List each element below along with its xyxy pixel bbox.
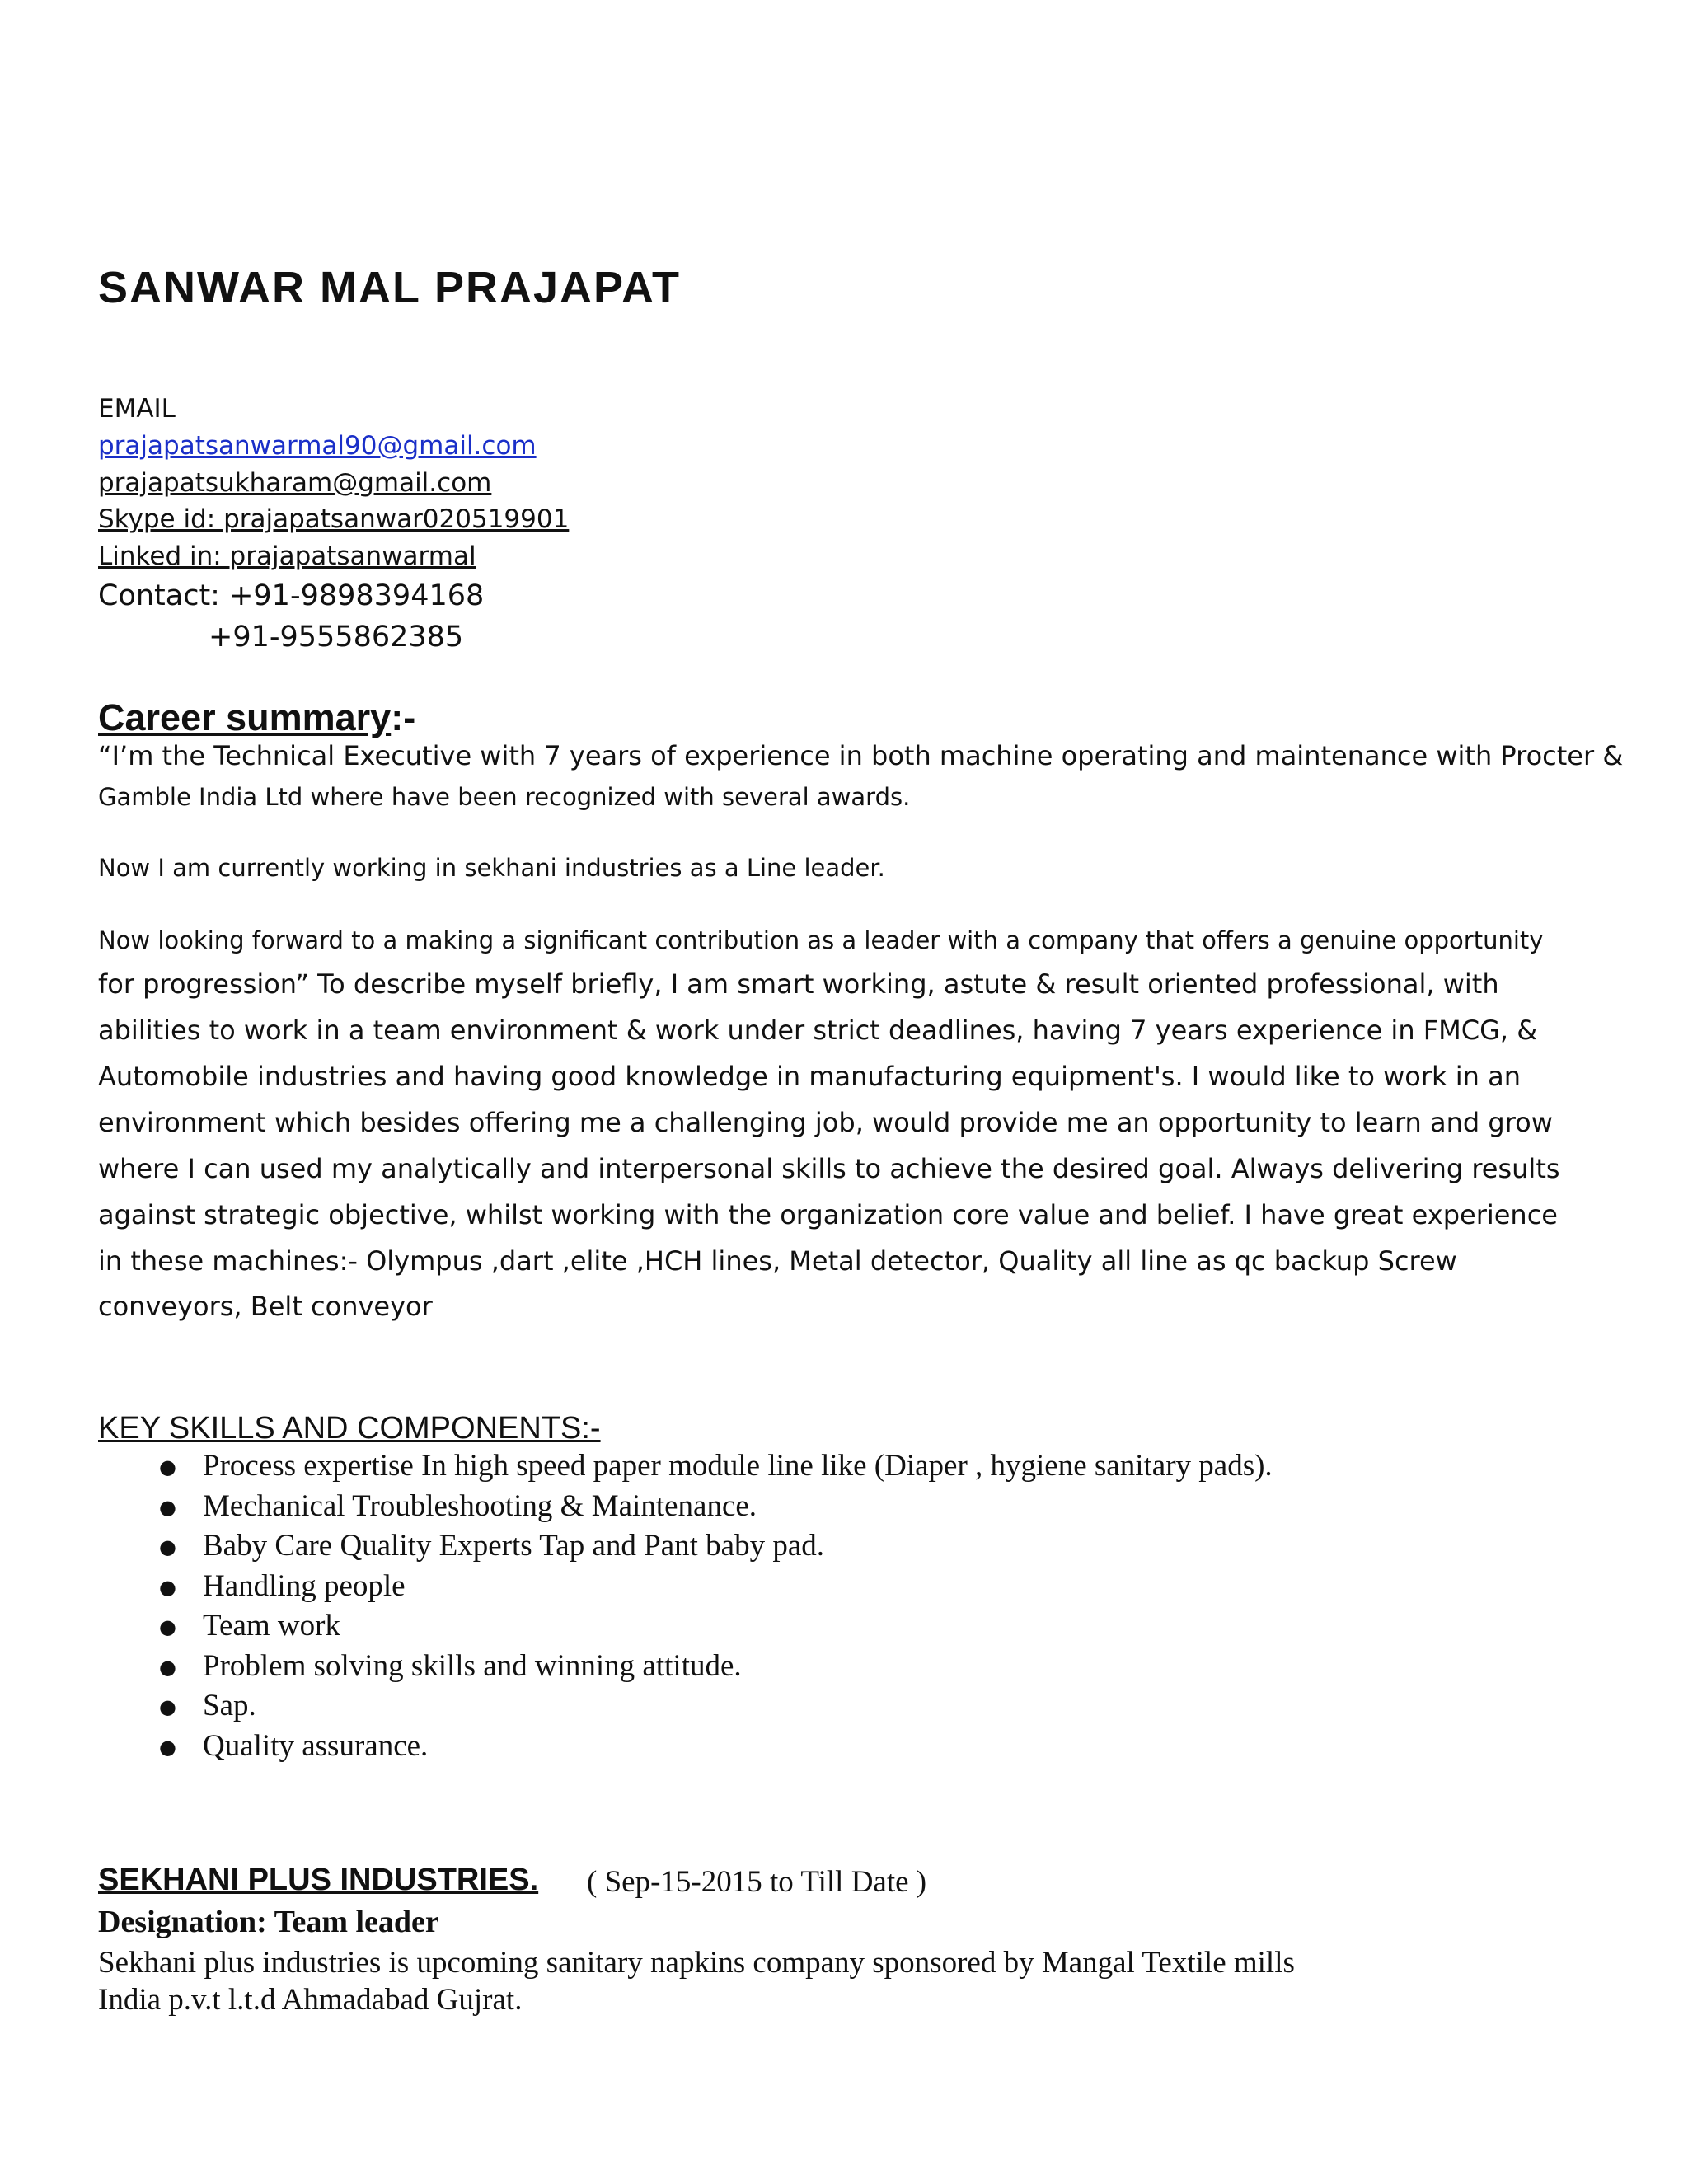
email-secondary: prajapatsukharam@gmail.com [98,468,492,498]
skill-text: Problem solving skills and winning attitude. [203,1649,742,1683]
career-line: Automobile industries and having good knowledge in manufacturing equipment's. I would like to work in an [98,1061,1521,1092]
email-primary-link[interactable]: prajapatsanwarmal90@gmail.com [98,431,537,461]
bullet-icon: ● [159,1615,176,1638]
company-description-line: India p.v.t l.t.d Ahmadabad Gujrat. [98,1983,523,2017]
career-line: against strategic objective, whilst working with the organization core value and belief. I have great experience [98,1199,1558,1230]
bullet-icon: ● [159,1455,176,1479]
bullet-icon: ● [159,1496,176,1519]
email-label: EMAIL [98,394,176,424]
bullet-icon: ● [159,1576,176,1599]
skill-text: Process expertise In high speed paper module line like (Diaper , hygiene sanitary pads). [203,1449,1273,1483]
skill-text: Handling people [203,1569,406,1603]
skill-text: Baby Care Quality Experts Tap and Pant baby pad. [203,1529,825,1563]
linkedin-id: Linked in: prajapatsanwarmal [98,541,476,571]
candidate-name: SANWAR MAL PRAJAPAT [98,263,682,312]
skype-id: Skype id: prajapatsanwar020519901 [98,504,570,534]
key-skills-heading: KEY SKILLS AND COMPONENTS:- [98,1411,601,1446]
skill-text: Mechanical Troubleshooting & Maintenance. [203,1489,757,1523]
skill-item [0,1648,1484,1688]
career-line: conveyors, Belt conveyor [98,1291,433,1322]
phone-secondary: +91-9555862385 [209,621,464,654]
skill-text: Quality assurance. [203,1729,429,1763]
bullet-icon: ● [159,1656,176,1679]
skill-item [0,1728,1484,1768]
skill-item [0,1448,1484,1488]
designation: Designation: Team leader [98,1905,439,1939]
employment-dates: ( Sep-15-2015 to Till Date ) [587,1865,927,1899]
phone-primary: Contact: +91-9898394168 [98,579,485,612]
company-name: SEKHANI PLUS INDUSTRIES. [98,1863,539,1897]
career-line: Now I am currently working in sekhani industries as a Line leader. [98,854,885,882]
career-summary-heading-text: Career summary [98,696,392,738]
skill-item [0,1688,1484,1727]
skill-text: Team work [203,1609,340,1643]
bullet-icon: ● [159,1736,176,1759]
career-line: for progression” To describe myself briefly, I am smart working, astute & result oriented professional, with [98,968,1499,1000]
skill-item [0,1488,1484,1528]
career-line: Now looking forward to a making a significant contribution as a leader with a company that offers a genuine opportunity [98,926,1544,954]
skill-text: Sap. [203,1689,256,1722]
career-line: Gamble India Ltd where have been recognized with several awards. [98,783,911,811]
career-line: environment which besides offering me a challenging job, would provide me an opportunity to learn and grow [98,1107,1553,1138]
career-summary-heading [98,696,415,739]
skill-item [0,1608,1484,1647]
skill-item [0,1528,1484,1568]
bullet-icon: ● [159,1535,176,1558]
career-line: “I’m the Technical Executive with 7 years of experience in both machine operating and maintenance with Procter & [98,740,1624,771]
career-line: where I can used my analytically and interpersonal skills to achieve the desired goal. Always delivering results [98,1153,1560,1184]
skill-item [0,1568,1484,1608]
bullet-icon: ● [159,1695,176,1718]
career-summary-heading-suffix: :- [391,696,416,738]
career-line: in these machines:- Olympus ,dart ,elite ,HCH lines, Metal detector, Quality all line as qc backup Screw [98,1245,1457,1277]
company-description-line: Sekhani plus industries is upcoming sanitary napkins company sponsored by Mangal Textile mills [98,1946,1295,1980]
career-line: abilities to work in a team environment & work under strict deadlines, having 7 years experience in FMCG, & [98,1015,1538,1046]
